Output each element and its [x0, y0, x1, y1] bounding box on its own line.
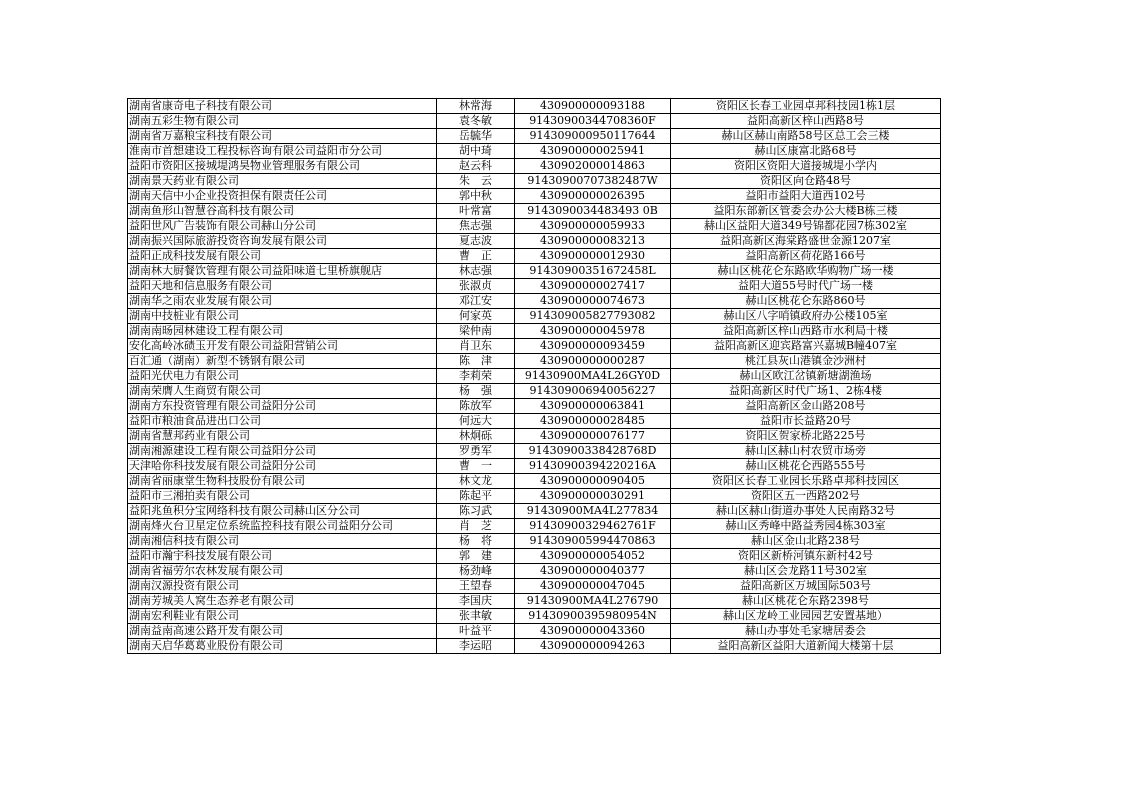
address-cell: 益阳大道55号时代广场一楼 — [671, 279, 941, 294]
legal-person-cell: 杨劲峰 — [437, 564, 515, 579]
company-name-cell: 天津哈你科技发展有限公司益阳分公司 — [128, 459, 437, 474]
company-name-cell: 益阳市三湘拍卖有限公司 — [128, 489, 437, 504]
registration-code-cell: 430900000063841 — [515, 399, 671, 414]
registration-code-cell: 430900000027417 — [515, 279, 671, 294]
registration-code-cell: 430900000054052 — [515, 549, 671, 564]
registration-code-cell: 430900000076177 — [515, 429, 671, 444]
registration-code-cell: 914309006940056227 — [515, 384, 671, 399]
table-row — [128, 189, 941, 204]
legal-person-cell: 梁仲南 — [437, 324, 515, 339]
company-name-cell: 湖南烽火台卫星定位系统监控科技有限公司益阳分公司 — [128, 519, 437, 534]
table-row — [128, 144, 941, 159]
company-name-cell: 湖南天信中小企业投资担保有限责任公司 — [128, 189, 437, 204]
legal-person-cell: 叶常富 — [437, 204, 515, 219]
legal-person-cell: 陈起平 — [437, 489, 515, 504]
company-name-cell: 益阳市资阳区接城堤鸿昊物业管理服务有限公司 — [128, 159, 437, 174]
table-row — [128, 459, 941, 474]
company-name-cell: 湖南南旸园林建设工程有限公司 — [128, 324, 437, 339]
legal-person-cell: 赵云科 — [437, 159, 515, 174]
address-cell: 赫山区赫山村农贸市场旁 — [671, 444, 941, 459]
address-cell: 赫山区益阳大道349号锦都花园7栋302室 — [671, 219, 941, 234]
address-cell: 益阳高新区迎宾路富兴嘉城B幢407室 — [671, 339, 941, 354]
company-name-cell: 百汇通（湖南）新型不锈钢有限公司 — [128, 354, 437, 369]
table-row — [128, 129, 941, 144]
company-name-cell: 湖南林大厨餐饮管理有限公司益阳味道七里桥旗舰店 — [128, 264, 437, 279]
table-row — [128, 594, 941, 609]
company-name-cell: 湖南方东投资管理有限公司益阳分公司 — [128, 399, 437, 414]
address-cell: 赫山区赫山南路58号区总工会三楼 — [671, 129, 941, 144]
registration-code-cell: 430900000074673 — [515, 294, 671, 309]
registration-code-cell: 91430900344708360F — [515, 114, 671, 129]
company-name-cell: 湖南湘源建设工程有限公司益阳分公司 — [128, 444, 437, 459]
company-name-cell: 湖南省万嘉粮宝科技有限公司 — [128, 129, 437, 144]
legal-person-cell: 焦志强 — [437, 219, 515, 234]
table-row — [128, 159, 941, 174]
address-cell: 资阳区贺家桥北路225号 — [671, 429, 941, 444]
legal-person-cell: 郭 建 — [437, 549, 515, 564]
registration-code-cell: 430900000059933 — [515, 219, 671, 234]
table-row — [128, 384, 941, 399]
legal-person-cell: 曹 一 — [437, 459, 515, 474]
company-name-cell: 湖南华之雨农业发展有限公司 — [128, 294, 437, 309]
company-name-cell: 湖南省福劳尔农林发展有限公司 — [128, 564, 437, 579]
company-name-cell: 益阳正成科技发展有限公司 — [128, 249, 437, 264]
registration-code-cell: 91430900MA4L276790 — [515, 594, 671, 609]
registration-code-cell: 430900000028485 — [515, 414, 671, 429]
registration-code-cell: 91430900351672458L — [515, 264, 671, 279]
registration-code-cell: 91430900394220216A — [515, 459, 671, 474]
company-name-cell: 湖南鱼形山智慧谷高科技有限公司 — [128, 204, 437, 219]
registration-code-cell: 91430900329462761F — [515, 519, 671, 534]
registration-code-cell: 91430900395980954N — [515, 609, 671, 624]
table-row — [128, 99, 941, 114]
address-cell: 赫山区龙岭工业园园艺安置基地） — [671, 609, 941, 624]
company-name-cell: 湖南省丽康堂生物科技股份有限公司 — [128, 474, 437, 489]
company-register-table — [127, 98, 941, 654]
registration-code-cell: 914309005994470863 — [515, 534, 671, 549]
address-cell: 赫山区八字哨镇政府办公楼105室 — [671, 309, 941, 324]
company-name-cell: 湖南五彩生物有限公司 — [128, 114, 437, 129]
table-body — [128, 99, 941, 654]
address-cell: 益阳高新区万城国际503号 — [671, 579, 941, 594]
legal-person-cell: 林常海 — [437, 99, 515, 114]
registration-code-cell: 91430900707382487W — [515, 174, 671, 189]
legal-person-cell: 岳毓华 — [437, 129, 515, 144]
table-row — [128, 114, 941, 129]
company-name-cell: 益阳世风广告装饰有限公司赫山分公司 — [128, 219, 437, 234]
address-cell: 益阳高新区益阳大道新闻大楼第十层 — [671, 639, 941, 654]
legal-person-cell: 李国庆 — [437, 594, 515, 609]
company-name-cell: 湖南芳城美人窝生态养老有限公司 — [128, 594, 437, 609]
table-row — [128, 414, 941, 429]
address-cell: 赫山区会龙路11号302室 — [671, 564, 941, 579]
table-row — [128, 474, 941, 489]
company-name-cell: 湖南湘信科技有限公司 — [128, 534, 437, 549]
legal-person-cell: 杨 强 — [437, 384, 515, 399]
legal-person-cell: 何家英 — [437, 309, 515, 324]
table-row — [128, 249, 941, 264]
company-name-cell: 湖南省慧邦药业有限公司 — [128, 429, 437, 444]
legal-person-cell: 夏志波 — [437, 234, 515, 249]
registration-code-cell: 91430900338428768D — [515, 444, 671, 459]
registration-code-cell: 430900000090405 — [515, 474, 671, 489]
legal-person-cell: 张聿敏 — [437, 609, 515, 624]
table-row — [128, 354, 941, 369]
table-row — [128, 534, 941, 549]
company-name-cell: 湖南汉源投资有限公司 — [128, 579, 437, 594]
company-name-cell: 湖南振兴国际旅游投资咨询发展有限公司 — [128, 234, 437, 249]
registration-code-cell: 430900000083213 — [515, 234, 671, 249]
table-row — [128, 624, 941, 639]
address-cell: 赫山区秀峰中路益秀园4栋303室 — [671, 519, 941, 534]
table-row — [128, 549, 941, 564]
registration-code-cell: 430900000047045 — [515, 579, 671, 594]
registration-code-cell: 9143090034483493 0B — [515, 204, 671, 219]
legal-person-cell: 邓江安 — [437, 294, 515, 309]
table-row — [128, 204, 941, 219]
legal-person-cell: 郭中秋 — [437, 189, 515, 204]
registration-code-cell: 430900000093459 — [515, 339, 671, 354]
address-cell: 益阳高新区时代广场1、2栋4楼 — [671, 384, 941, 399]
address-cell: 赫山区桃花仑东路欧华购物广场一楼 — [671, 264, 941, 279]
table-row — [128, 309, 941, 324]
legal-person-cell: 林文龙 — [437, 474, 515, 489]
legal-person-cell: 袁冬敏 — [437, 114, 515, 129]
registration-code-cell: 914309005827793082 — [515, 309, 671, 324]
address-cell: 赫山区桃花仑东路860号 — [671, 294, 941, 309]
company-name-cell: 湖南荣膺人生商贸有限公司 — [128, 384, 437, 399]
company-name-cell: 益阳天地和信息服务有限公司 — [128, 279, 437, 294]
registration-code-cell: 430900000026395 — [515, 189, 671, 204]
registration-code-cell: 430900000012930 — [515, 249, 671, 264]
table-row — [128, 234, 941, 249]
registration-code-cell: 430900000045978 — [515, 324, 671, 339]
address-cell: 赫山区欧江岔镇新塘湖渔场 — [671, 369, 941, 384]
legal-person-cell: 何远大 — [437, 414, 515, 429]
address-cell: 益阳高新区海棠路盛世金源1207室 — [671, 234, 941, 249]
legal-person-cell: 曹 正 — [437, 249, 515, 264]
legal-person-cell: 李莉荣 — [437, 369, 515, 384]
legal-person-cell: 张淑贞 — [437, 279, 515, 294]
table-row — [128, 339, 941, 354]
company-name-cell: 淮南市首想建设工程投标咨询有限公司益阳市分公司 — [128, 144, 437, 159]
table-row — [128, 609, 941, 624]
company-name-cell: 安化高岭冰碛玉开发有限公司益阳营销公司 — [128, 339, 437, 354]
table-row — [128, 489, 941, 504]
address-cell: 益阳高新区金山路208号 — [671, 399, 941, 414]
table-row — [128, 369, 941, 384]
registration-code-cell: 430900000043360 — [515, 624, 671, 639]
table-row — [128, 639, 941, 654]
legal-person-cell: 林志强 — [437, 264, 515, 279]
table-row — [128, 294, 941, 309]
address-cell: 资阳区新桥河镇东新村42号 — [671, 549, 941, 564]
legal-person-cell: 林炯砾 — [437, 429, 515, 444]
table-row — [128, 279, 941, 294]
registration-code-cell: 91430900MA4L277834 — [515, 504, 671, 519]
company-name-cell: 益阳光伏电力有限公司 — [128, 369, 437, 384]
address-cell: 资阳区长春工业园长乐路卓邦科技园区 — [671, 474, 941, 489]
address-cell: 赫山区金山北路238号 — [671, 534, 941, 549]
table-row — [128, 519, 941, 534]
table-row — [128, 579, 941, 594]
company-name-cell: 湖南天启华葛葛业股份有限公司 — [128, 639, 437, 654]
address-cell: 益阳高新区荷花路166号 — [671, 249, 941, 264]
registration-code-cell: 430900000093188 — [515, 99, 671, 114]
registration-code-cell: 430900000030291 — [515, 489, 671, 504]
legal-person-cell: 胡中琦 — [437, 144, 515, 159]
table-row — [128, 504, 941, 519]
table-row — [128, 564, 941, 579]
company-name-cell: 益阳市粮油食品进出口公司 — [128, 414, 437, 429]
legal-person-cell: 陈习武 — [437, 504, 515, 519]
table-row — [128, 264, 941, 279]
address-cell: 益阳市长益路20号 — [671, 414, 941, 429]
address-cell: 赫山办事处毛家塘居委会 — [671, 624, 941, 639]
table-row — [128, 399, 941, 414]
registration-code-cell: 430900000000287 — [515, 354, 671, 369]
address-cell: 资阳区向仓路48号 — [671, 174, 941, 189]
registration-code-cell: 430902000014863 — [515, 159, 671, 174]
address-cell: 资阳区资阳大道接城堤小学内 — [671, 159, 941, 174]
address-cell: 赫山区桃花仑东路2398号 — [671, 594, 941, 609]
address-cell: 资阳区五一西路202号 — [671, 489, 941, 504]
address-cell: 资阳区长春工业园卓邦科技园1栋1层 — [671, 99, 941, 114]
address-cell: 赫山区赫山街道办事处人民南路32号 — [671, 504, 941, 519]
table-row — [128, 429, 941, 444]
legal-person-cell: 肖卫东 — [437, 339, 515, 354]
legal-person-cell: 朱 云 — [437, 174, 515, 189]
company-name-cell: 湖南益南高速公路开发有限公司 — [128, 624, 437, 639]
legal-person-cell: 李运昭 — [437, 639, 515, 654]
address-cell: 赫山区桃花仑西路555号 — [671, 459, 941, 474]
registration-code-cell: 430900000025941 — [515, 144, 671, 159]
registration-code-cell: 430900000094263 — [515, 639, 671, 654]
address-cell: 益阳东部新区管委会办公大楼B栋三楼 — [671, 204, 941, 219]
table-row — [128, 219, 941, 234]
table-row — [128, 174, 941, 189]
table-row — [128, 444, 941, 459]
company-name-cell: 湖南景天药业有限公司 — [128, 174, 437, 189]
legal-person-cell: 陈放军 — [437, 399, 515, 414]
registration-code-cell: 91430900MA4L26GY0D — [515, 369, 671, 384]
legal-person-cell: 王望春 — [437, 579, 515, 594]
address-cell: 桃江县灰山港镇金沙洲村 — [671, 354, 941, 369]
legal-person-cell: 肖 芝 — [437, 519, 515, 534]
table-row — [128, 324, 941, 339]
legal-person-cell: 杨 将 — [437, 534, 515, 549]
legal-person-cell: 陈 津 — [437, 354, 515, 369]
registration-code-cell: 914309000950117644 — [515, 129, 671, 144]
address-cell: 益阳市益阳大道西102号 — [671, 189, 941, 204]
company-name-cell: 益阳兆鱼积分宝网络科技有限公司赫山区分公司 — [128, 504, 437, 519]
company-name-cell: 湖南中技桩业有限公司 — [128, 309, 437, 324]
address-cell: 益阳高新区梓山西路市水利局十楼 — [671, 324, 941, 339]
address-cell: 赫山区康富北路68号 — [671, 144, 941, 159]
company-name-cell: 益阳市瀚宇科技发展有限公司 — [128, 549, 437, 564]
address-cell: 益阳高新区梓山西路8号 — [671, 114, 941, 129]
registration-code-cell: 430900000040377 — [515, 564, 671, 579]
legal-person-cell: 罗勇军 — [437, 444, 515, 459]
legal-person-cell: 叶益平 — [437, 624, 515, 639]
company-name-cell: 湖南省康奇电子科技有限公司 — [128, 99, 437, 114]
company-name-cell: 湖南宏利鞋业有限公司 — [128, 609, 437, 624]
